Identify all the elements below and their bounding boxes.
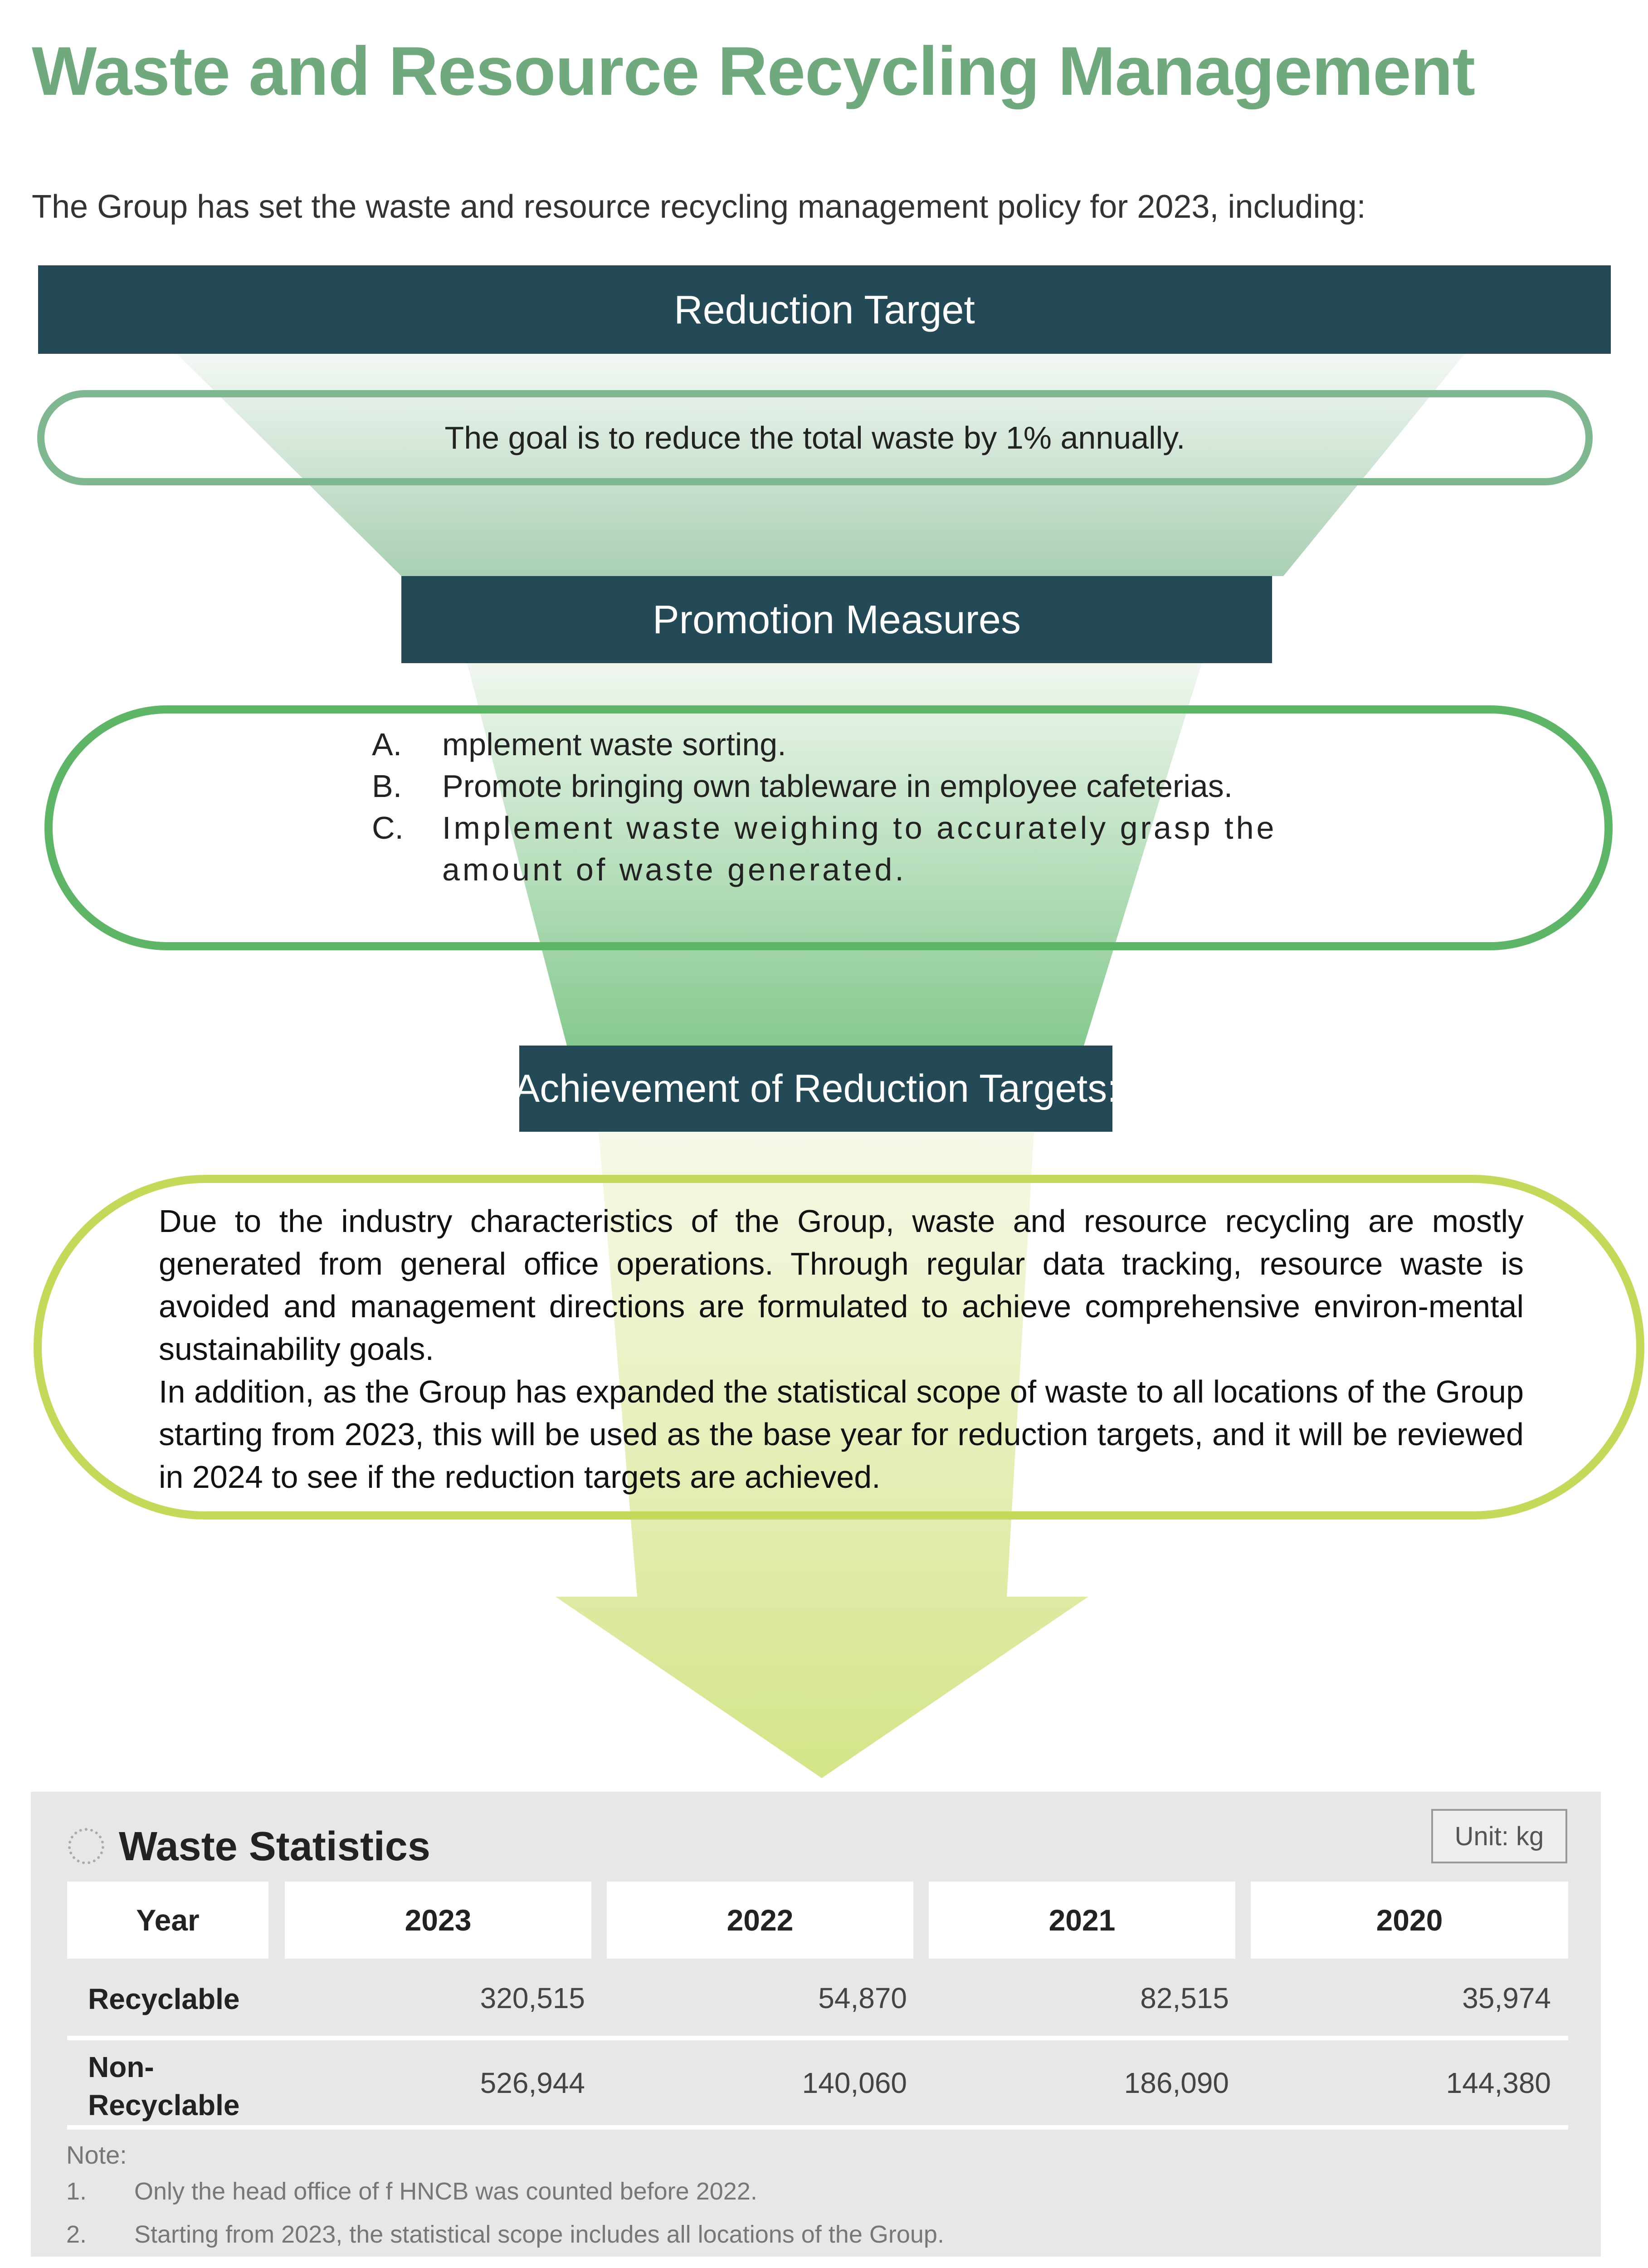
note-text: Starting from 2023, the statistical scope includes all locations of the Group. (134, 2221, 944, 2248)
intro-text: The Group has set the waste and resource recycling management policy for 2023, including: (32, 189, 1366, 225)
table-cell: 82,515 (1140, 1982, 1229, 2014)
list-item-text: Implement waste weighing to accurately grasp the amount of waste generated. (442, 810, 1277, 887)
unit-badge: Unit: kg (1431, 1809, 1567, 1863)
list-item-letter: B. (372, 768, 402, 804)
table-header-2023: 2023 (285, 1882, 591, 1959)
note-text: Only the head office of f HNCB was counted before 2022. (134, 2178, 757, 2205)
promotion-measures-heading: Promotion Measures (401, 576, 1272, 663)
achievement-paragraph-2: In addition, as the Group has expanded the statistical scope of waste to all locations of the Group starting from 2023, this will be used as the base year for reduction targets, and it will be reviewed in 2024 to see if the reduction targets are achieved. (159, 1374, 1524, 1495)
list-item (372, 765, 1326, 807)
table-cell: 140,060 (802, 2067, 907, 2099)
list-item-letter: C. (372, 810, 404, 846)
table-header-2020: 2020 (1251, 1882, 1568, 1959)
waste-statistics-title: Waste Statistics (119, 1824, 430, 1869)
note-number: 2. (66, 2221, 87, 2248)
list-item-text: mplement waste sorting. (442, 727, 786, 762)
promotion-measures-list (372, 723, 1326, 890)
achievement-text (159, 1200, 1524, 1498)
table-cell: 186,090 (1124, 2067, 1229, 2099)
list-item (372, 723, 1326, 765)
list-item (372, 807, 1326, 890)
list-item-text: Promote bringing own tableware in employee cafeterias. (442, 768, 1233, 804)
table-row-divider (67, 2036, 1568, 2040)
note-label: Note: (66, 2141, 127, 2169)
achievement-heading: Achievement of Reduction Targets: (519, 1046, 1112, 1132)
table-cell: 35,974 (1462, 1982, 1551, 2014)
table-row-label: Non-Recyclable (88, 2051, 240, 2121)
table-row-divider (67, 2125, 1568, 2130)
reduction-target-text: The goal is to reduce the total waste by 1% annually. (37, 390, 1593, 485)
achievement-paragraph-1: Due to the industry characteristics of the Group, waste and resource recycling are mostly generated from general office operations. Through regular data tracking, resource waste is avoided and management directions are formulated to achieve comprehensive environ-mental sustainability goals. (159, 1203, 1524, 1367)
list-item-letter: A. (372, 727, 402, 762)
table-cell: 526,944 (480, 2067, 585, 2099)
table-cell: 144,380 (1446, 2067, 1551, 2099)
dotted-circle-icon (68, 1828, 104, 1864)
table-row-label: Recyclable (88, 1983, 240, 2015)
page-title: Waste and Resource Recycling Management (32, 33, 1475, 110)
table-cell: 54,870 (818, 1982, 907, 2014)
reduction-target-heading: Reduction Target (38, 265, 1611, 354)
table-header-year: Year (67, 1882, 268, 1959)
table-cell: 320,515 (480, 1982, 585, 2014)
table-header-2022: 2022 (607, 1882, 913, 1959)
note-number: 1. (66, 2178, 87, 2205)
table-header-2021: 2021 (929, 1882, 1235, 1959)
